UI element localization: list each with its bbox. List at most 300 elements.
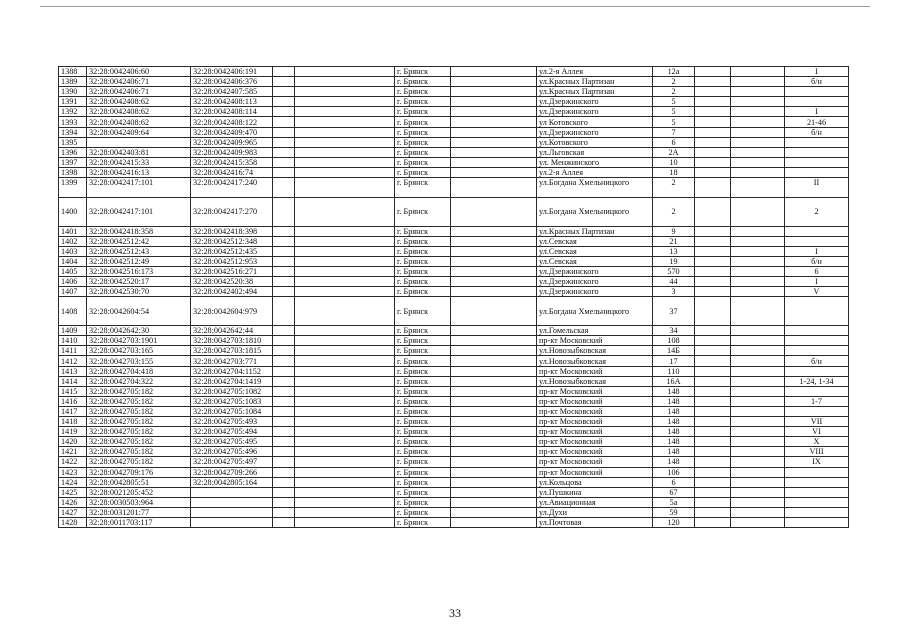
table-row (59, 487, 849, 497)
cell-empty (731, 178, 785, 198)
cell-apartment (785, 226, 849, 236)
table-row (59, 396, 849, 406)
cell-row-number: 1427 (59, 507, 87, 517)
cell-object-cadastral-number: 32:28:0042705:1083 (191, 396, 273, 406)
cell-object-cadastral-number: 32:28:0042512:348 (191, 236, 273, 246)
cell-city: г. Брянск (395, 336, 451, 346)
cell-empty (295, 197, 395, 226)
table-row (59, 178, 849, 198)
cell-land-cadastral-number: 32:28:0042512:42 (87, 236, 191, 246)
cell-empty (731, 157, 785, 167)
cell-empty (451, 346, 537, 356)
cell-object-cadastral-number: 32:28:0042704:1419 (191, 376, 273, 386)
cell-street: ул.Богдана Хмельницкого (537, 178, 653, 198)
cell-object-cadastral-number: 32:28:0042703:771 (191, 356, 273, 366)
table-row (59, 406, 849, 416)
cell-apartment (785, 366, 849, 376)
cell-empty (295, 167, 395, 177)
cell-row-number: 1422 (59, 457, 87, 467)
cell-apartment (785, 167, 849, 177)
cell-empty (295, 376, 395, 386)
cell-house-number: 148 (653, 396, 695, 406)
cell-empty (731, 467, 785, 477)
cell-land-cadastral-number: 32:28:0042805:51 (87, 477, 191, 487)
cell-empty (695, 396, 731, 406)
cell-apartment (785, 326, 849, 336)
cell-empty (451, 366, 537, 376)
cell-row-number: 1409 (59, 326, 87, 336)
cell-row-number: 1419 (59, 427, 87, 437)
cell-empty (451, 107, 537, 117)
table-row (59, 366, 849, 376)
cell-empty (731, 167, 785, 177)
cell-apartment: 2 (785, 197, 849, 226)
cell-street: ул.Дзержинского (537, 127, 653, 137)
cell-empty (295, 356, 395, 366)
cell-house-number: 148 (653, 447, 695, 457)
cell-city: г. Брянск (395, 457, 451, 467)
cell-empty (451, 467, 537, 477)
cell-empty (731, 127, 785, 137)
cell-empty (731, 297, 785, 326)
cell-object-cadastral-number: 32:28:0042512:435 (191, 246, 273, 256)
cell-empty (295, 277, 395, 287)
cell-city: г. Брянск (395, 287, 451, 297)
cell-object-cadastral-number: 32:28:0042516:271 (191, 266, 273, 276)
cell-empty (731, 107, 785, 117)
cell-apartment (785, 297, 849, 326)
cell-city: г. Брянск (395, 167, 451, 177)
table-row (59, 167, 849, 177)
cell-row-number: 1393 (59, 117, 87, 127)
cell-empty (295, 507, 395, 517)
cell-row-number: 1394 (59, 127, 87, 137)
cell-street: пр-кт Московский (537, 437, 653, 447)
cell-city: г. Брянск (395, 67, 451, 77)
cell-empty (695, 417, 731, 427)
cell-land-cadastral-number: 32:28:0042704:418 (87, 366, 191, 376)
cell-empty (731, 236, 785, 246)
cadastral-table-container (58, 66, 848, 528)
cell-empty (273, 67, 295, 77)
table-row (59, 346, 849, 356)
cell-apartment (785, 497, 849, 507)
cell-empty (273, 417, 295, 427)
cell-row-number: 1403 (59, 246, 87, 256)
table-row (59, 147, 849, 157)
cell-row-number: 1398 (59, 167, 87, 177)
cell-empty (731, 336, 785, 346)
cell-object-cadastral-number: 32:28:0042409:965 (191, 137, 273, 147)
cell-empty (731, 137, 785, 147)
cell-city: г. Брянск (395, 97, 451, 107)
cell-row-number: 1415 (59, 386, 87, 396)
cell-land-cadastral-number: 32:28:0042406:60 (87, 67, 191, 77)
cell-city: г. Брянск (395, 157, 451, 167)
cell-street: пр-кт Московский (537, 417, 653, 427)
cell-empty (295, 427, 395, 437)
cell-house-number: 67 (653, 487, 695, 497)
table-row (59, 507, 849, 517)
cell-empty (273, 137, 295, 147)
cell-apartment (785, 487, 849, 497)
cell-street: ул.Красных Партизан (537, 226, 653, 236)
cell-house-number: 16А (653, 376, 695, 386)
table-row (59, 197, 849, 226)
cell-land-cadastral-number: 32:28:0021205:452 (87, 487, 191, 497)
cell-city: г. Брянск (395, 366, 451, 376)
cell-land-cadastral-number: 32:28:0042705:182 (87, 417, 191, 427)
table-row (59, 437, 849, 447)
cell-street: ул.Новозыбковская (537, 356, 653, 366)
cell-empty (695, 447, 731, 457)
cell-empty (731, 256, 785, 266)
cell-street: ул.Дзержинского (537, 266, 653, 276)
cell-apartment: V (785, 287, 849, 297)
cell-object-cadastral-number: 32:28:0042408:114 (191, 107, 273, 117)
cell-land-cadastral-number: 32:28:0042409:64 (87, 127, 191, 137)
cell-apartment: 1-7 (785, 396, 849, 406)
cell-city: г. Брянск (395, 297, 451, 326)
cell-empty (451, 97, 537, 107)
cell-land-cadastral-number: 32:28:0042406:71 (87, 87, 191, 97)
cell-empty (273, 386, 295, 396)
cell-land-cadastral-number: 32:28:0042516:173 (87, 266, 191, 276)
cell-land-cadastral-number: 32:28:0042417:101 (87, 197, 191, 226)
table-body (59, 67, 849, 528)
cell-street: пр-кт Московский (537, 467, 653, 477)
cell-apartment: X (785, 437, 849, 447)
cell-object-cadastral-number: 32:28:0042409:470 (191, 127, 273, 137)
cell-street: пр-кт Московский (537, 447, 653, 457)
cell-street: пр-кт Московский (537, 366, 653, 376)
table-row (59, 87, 849, 97)
cell-street: ул.Кольцова (537, 477, 653, 487)
cell-object-cadastral-number: 32:28:0042704:1152 (191, 366, 273, 376)
cell-apartment (785, 517, 849, 527)
cell-empty (695, 77, 731, 87)
cell-empty (273, 226, 295, 236)
table-row (59, 467, 849, 477)
table-row (59, 326, 849, 336)
cell-apartment: I (785, 67, 849, 77)
cell-empty (695, 356, 731, 366)
table-row (59, 336, 849, 346)
cell-empty (295, 87, 395, 97)
cell-empty (273, 336, 295, 346)
cell-house-number: 2 (653, 178, 695, 198)
cell-empty (295, 366, 395, 376)
cell-empty (273, 297, 295, 326)
cell-object-cadastral-number: 32:28:0042703:1810 (191, 336, 273, 346)
cell-empty (273, 457, 295, 467)
cell-empty (273, 396, 295, 406)
cell-house-number: 21 (653, 236, 695, 246)
cell-empty (451, 277, 537, 287)
table-row (59, 137, 849, 147)
cell-land-cadastral-number: 32:28:0042705:182 (87, 457, 191, 467)
cell-object-cadastral-number: 32:28:0042402:494 (191, 287, 273, 297)
cell-row-number: 1413 (59, 366, 87, 376)
cell-object-cadastral-number: 32:28:0042705:495 (191, 437, 273, 447)
cell-street: ул.Пушкина (537, 487, 653, 497)
cell-land-cadastral-number: 32:28:0042705:182 (87, 406, 191, 416)
cell-house-number: 570 (653, 266, 695, 276)
cell-empty (695, 326, 731, 336)
cell-empty (295, 107, 395, 117)
cell-house-number: 14Б (653, 346, 695, 356)
cell-street: ул.Богдана Хмельницкого (537, 197, 653, 226)
cell-row-number: 1405 (59, 266, 87, 276)
cell-empty (731, 427, 785, 437)
cell-empty (451, 326, 537, 336)
cell-land-cadastral-number: 32:28:0042406:71 (87, 77, 191, 87)
cell-land-cadastral-number: 32:28:0042520:17 (87, 277, 191, 287)
cell-house-number: 148 (653, 386, 695, 396)
cell-land-cadastral-number: 32:28:0042604:54 (87, 297, 191, 326)
cell-empty (273, 497, 295, 507)
table-row (59, 417, 849, 427)
cell-object-cadastral-number: 32:28:0042604:979 (191, 297, 273, 326)
cell-empty (295, 246, 395, 256)
cell-empty (273, 437, 295, 447)
cell-apartment (785, 477, 849, 487)
cell-empty (451, 226, 537, 236)
cell-empty (695, 427, 731, 437)
cell-apartment (785, 507, 849, 517)
cell-street: ул.Дзержинского (537, 97, 653, 107)
cell-street: ул.Гомельская (537, 326, 653, 336)
cell-empty (295, 336, 395, 346)
table-row (59, 67, 849, 77)
table-row (59, 127, 849, 137)
cell-object-cadastral-number (191, 497, 273, 507)
cell-empty (295, 137, 395, 147)
cell-apartment: I (785, 277, 849, 287)
cell-house-number: 3 (653, 287, 695, 297)
cell-house-number: 148 (653, 437, 695, 447)
cell-street: ул.Дзержинского (537, 287, 653, 297)
cell-empty (451, 406, 537, 416)
cell-empty (273, 356, 295, 366)
cell-empty (295, 236, 395, 246)
cell-empty (273, 447, 295, 457)
cell-empty (695, 277, 731, 287)
cell-city: г. Брянск (395, 517, 451, 527)
cell-empty (695, 197, 731, 226)
cell-empty (273, 266, 295, 276)
cell-row-number: 1401 (59, 226, 87, 236)
cell-apartment: 6 (785, 266, 849, 276)
cell-object-cadastral-number: 32:28:0042416:74 (191, 167, 273, 177)
cell-empty (451, 457, 537, 467)
cell-empty (731, 97, 785, 107)
cell-land-cadastral-number: 32:28:0042642:30 (87, 326, 191, 336)
cell-empty (295, 147, 395, 157)
table-row (59, 287, 849, 297)
cell-empty (731, 497, 785, 507)
cell-city: г. Брянск (395, 447, 451, 457)
cell-empty (273, 326, 295, 336)
cell-house-number: 59 (653, 507, 695, 517)
cell-empty (273, 157, 295, 167)
cell-empty (731, 356, 785, 366)
cell-city: г. Брянск (395, 376, 451, 386)
cell-empty (731, 87, 785, 97)
table-row (59, 517, 849, 527)
cell-house-number: 6 (653, 477, 695, 487)
cell-street: пр-кт Московский (537, 396, 653, 406)
cell-object-cadastral-number (191, 487, 273, 497)
cell-empty (695, 178, 731, 198)
cell-house-number: 37 (653, 297, 695, 326)
cell-empty (695, 336, 731, 346)
cell-empty (695, 517, 731, 527)
cell-row-number: 1400 (59, 197, 87, 226)
cell-empty (295, 117, 395, 127)
cell-land-cadastral-number: 32:28:0042709:176 (87, 467, 191, 477)
table-row (59, 356, 849, 366)
cell-row-number: 1416 (59, 396, 87, 406)
cell-empty (695, 376, 731, 386)
cell-empty (295, 477, 395, 487)
cell-apartment: I (785, 107, 849, 117)
cell-empty (451, 256, 537, 266)
cell-apartment (785, 147, 849, 157)
cell-street: ул.Новозыбковская (537, 376, 653, 386)
cell-empty (273, 107, 295, 117)
cell-apartment: VI (785, 427, 849, 437)
cell-row-number: 1417 (59, 406, 87, 416)
cell-empty (451, 447, 537, 457)
cell-street: ул.Новозыбковская (537, 346, 653, 356)
cell-empty (273, 97, 295, 107)
table-row (59, 157, 849, 167)
cell-object-cadastral-number: 32:28:0042705:1082 (191, 386, 273, 396)
cell-house-number: 120 (653, 517, 695, 527)
cell-empty (451, 197, 537, 226)
cell-street: ул.Котовского (537, 137, 653, 147)
cell-object-cadastral-number: 32:28:0042406:376 (191, 77, 273, 87)
cell-row-number: 1428 (59, 517, 87, 527)
table-row (59, 497, 849, 507)
cell-city: г. Брянск (395, 197, 451, 226)
cell-street: ул Котовского (537, 117, 653, 127)
cell-city: г. Брянск (395, 77, 451, 87)
cell-empty (451, 287, 537, 297)
cell-empty (695, 226, 731, 236)
cell-empty (731, 197, 785, 226)
cell-city: г. Брянск (395, 236, 451, 246)
cell-empty (451, 236, 537, 246)
cell-land-cadastral-number: 32:28:0042704:322 (87, 376, 191, 386)
table-row (59, 107, 849, 117)
cell-empty (731, 266, 785, 276)
cell-empty (451, 497, 537, 507)
cell-house-number: 6 (653, 137, 695, 147)
cell-empty (695, 87, 731, 97)
cell-street: пр-кт Московский (537, 457, 653, 467)
cell-city: г. Брянск (395, 346, 451, 356)
cell-street: ул.2-я Аллея (537, 67, 653, 77)
cell-city: г. Брянск (395, 107, 451, 117)
cell-empty (451, 297, 537, 326)
cell-empty (731, 386, 785, 396)
cell-row-number: 1423 (59, 467, 87, 477)
cell-row-number: 1395 (59, 137, 87, 147)
cell-object-cadastral-number: 32:28:0042805:164 (191, 477, 273, 487)
cell-house-number: 17 (653, 356, 695, 366)
cell-row-number: 1411 (59, 346, 87, 356)
cell-empty (731, 477, 785, 487)
cell-empty (695, 167, 731, 177)
cell-row-number: 1391 (59, 97, 87, 107)
cell-empty (695, 346, 731, 356)
cell-empty (295, 287, 395, 297)
cell-empty (273, 236, 295, 246)
cell-house-number: 2 (653, 77, 695, 87)
cell-house-number: 5а (653, 497, 695, 507)
cell-empty (273, 87, 295, 97)
cell-empty (451, 266, 537, 276)
cell-city: г. Брянск (395, 487, 451, 497)
cell-object-cadastral-number: 32:28:0042417:270 (191, 197, 273, 226)
cell-apartment (785, 236, 849, 246)
cell-city: г. Брянск (395, 266, 451, 276)
cell-city: г. Брянск (395, 356, 451, 366)
cell-empty (731, 507, 785, 517)
cell-city: г. Брянск (395, 406, 451, 416)
cell-row-number: 1407 (59, 287, 87, 297)
cell-city: г. Брянск (395, 386, 451, 396)
cell-land-cadastral-number: 32:28:0042705:182 (87, 437, 191, 447)
cell-empty (695, 507, 731, 517)
cell-apartment (785, 406, 849, 416)
table-row (59, 246, 849, 256)
table-row (59, 236, 849, 246)
cell-empty (295, 266, 395, 276)
cell-city: г. Брянск (395, 127, 451, 137)
cell-empty (695, 366, 731, 376)
table-row (59, 277, 849, 287)
table-row (59, 376, 849, 386)
cell-empty (451, 437, 537, 447)
cell-street: ул.2-я Аллея (537, 167, 653, 177)
cell-empty (695, 117, 731, 127)
cell-street: ул. Менжинского (537, 157, 653, 167)
cell-house-number: 12а (653, 67, 695, 77)
cell-city: г. Брянск (395, 427, 451, 437)
cell-street: ул.Льговская (537, 147, 653, 157)
cell-empty (451, 417, 537, 427)
cell-land-cadastral-number: 32:28:0042408:62 (87, 117, 191, 127)
cell-empty (451, 67, 537, 77)
cell-apartment (785, 137, 849, 147)
cell-empty (451, 87, 537, 97)
cell-street: ул.Севская (537, 236, 653, 246)
cell-row-number: 1418 (59, 417, 87, 427)
cell-apartment (785, 97, 849, 107)
cell-land-cadastral-number: 32:28:0042408:62 (87, 107, 191, 117)
cell-empty (273, 487, 295, 497)
cell-empty (451, 427, 537, 437)
cell-city: г. Брянск (395, 477, 451, 487)
cell-apartment (785, 386, 849, 396)
cell-street: ул.Дзержинского (537, 277, 653, 287)
cell-apartment: I (785, 246, 849, 256)
table-row (59, 97, 849, 107)
cell-empty (731, 277, 785, 287)
